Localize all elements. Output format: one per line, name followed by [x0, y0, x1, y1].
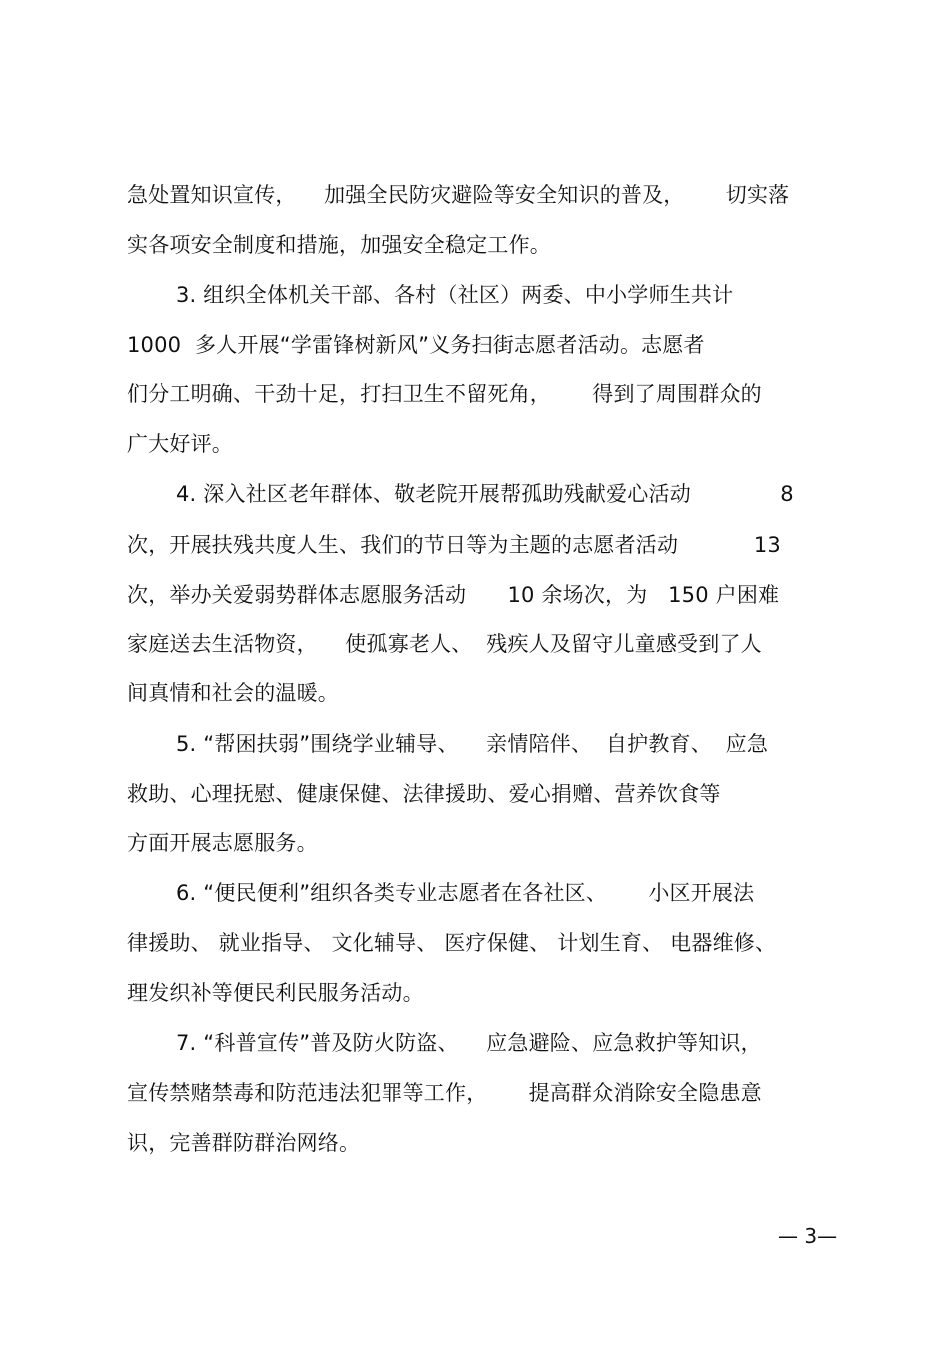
- paragraph-line: 5. “帮困扶弱”围绕学业辅导、 亲情陪伴、 自护教育、 应急: [176, 732, 769, 756]
- paragraph-line: 家庭送去生活物资， 使孤寡老人、 残疾人及留守儿童感受到了人: [127, 632, 762, 656]
- paragraph-line: 实各项安全制度和措施，加强安全稳定工作。: [127, 233, 551, 257]
- paragraph-line: 急处置知识宣传， 加强全民防灾避险等安全知识的普及， 切实落: [127, 183, 790, 207]
- paragraph-line: 律援助、 就业指导、 文化辅导、 医疗保健、 计划生育、 电器维修、: [127, 931, 777, 955]
- paragraph-line: 次，开展扶残共度人生、我们的节日等为主题的志愿者活动 13: [127, 533, 781, 557]
- paragraph-line: 救助、心理抚慰、健康保健、法律援助、爱心捐赠、营养饮食等: [127, 782, 721, 806]
- paragraph-line: 们分工明确、干劲十足，打扫卫生不留死角， 得到了周围群众的: [127, 382, 762, 406]
- paragraph-line: 1000 多人开展“学雷锋树新风”义务扫街志愿者活动。志愿者: [127, 333, 705, 357]
- paragraph-line: 3. 组织全体机关干部、各村（社区）两委、中小学师生共计: [176, 283, 734, 307]
- paragraph-line: 识，完善群防群治网络。: [127, 1131, 361, 1155]
- paragraph-line: 理发织补等便民利民服务活动。: [127, 981, 424, 1005]
- paragraph-line: 方面开展志愿服务。: [127, 831, 318, 855]
- paragraph-line: 次，举办关爱弱势群体志愿服务活动 10 余场次，为 150 户困难: [127, 583, 780, 607]
- paragraph-line: 广大好评。: [127, 432, 233, 456]
- paragraph-line: 7. “科普宣传”普及防火防盗、 应急避险、应急救护等知识，: [176, 1031, 762, 1055]
- page-number: — 3—: [778, 1224, 838, 1248]
- paragraph-line: 间真情和社会的温暖。: [127, 681, 339, 705]
- paragraph-line: 宣传禁赌禁毒和防范违法犯罪等工作， 提高群众消除安全隐患意: [127, 1081, 762, 1105]
- paragraph-line: 4. 深入社区老年群体、敬老院开展帮孤助残献爱心活动 8: [176, 482, 794, 506]
- paragraph-line: 6. “便民便利”组织各类专业志愿者在各社区、 小区开展法: [176, 881, 755, 905]
